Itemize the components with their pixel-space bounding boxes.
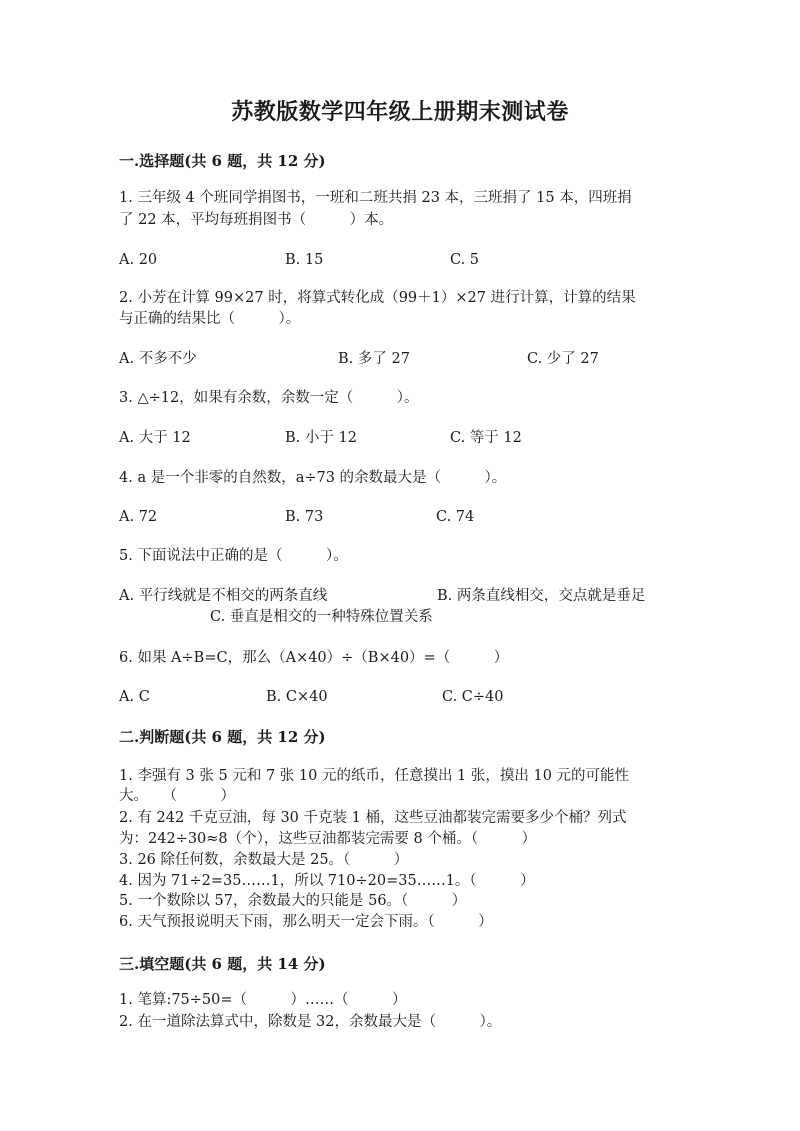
section-heading-judge: 二.判断题(共 6 题，共 12 分) bbox=[119, 728, 326, 746]
judge-line: 为：242÷30≈8（个），这些豆油都装完需要 8 个桶。（ ） bbox=[119, 831, 537, 847]
option-a: A. 大于 12 bbox=[119, 430, 191, 446]
option-b: B. 15 bbox=[285, 252, 324, 268]
question-text: 4. a 是一个非零的自然数，a÷73 的余数最大是（ ）。 bbox=[119, 470, 507, 486]
question-text: 与正确的结果比（ ）。 bbox=[119, 311, 301, 327]
option-b: B. 两条直线相交，交点就是垂足 bbox=[437, 588, 646, 604]
section-heading-choice: 一.选择题(共 6 题，共 12 分) bbox=[119, 152, 326, 170]
option-a: A. C bbox=[119, 689, 150, 705]
judge-line: 6. 天气预报说明天下雨，那么明天一定会下雨。（ ） bbox=[119, 914, 493, 930]
option-c: C. 74 bbox=[436, 509, 475, 525]
option-b: B. C×40 bbox=[266, 689, 328, 705]
option-c: C. C÷40 bbox=[442, 689, 504, 705]
question-text: 1. 三年级 4 个班同学捐图书，一班和二班共捐 23 本，三班捐了 15 本，四班捐 bbox=[119, 190, 632, 206]
option-a: A. 平行线就是不相交的两条直线 bbox=[119, 588, 328, 604]
option-a: A. 20 bbox=[119, 252, 158, 268]
section-heading-fill: 三.填空题(共 6 题，共 14 分) bbox=[119, 955, 326, 973]
option-a: A. 72 bbox=[119, 509, 158, 525]
question-text: 了 22 本，平均每班捐图书（ ）本。 bbox=[119, 212, 394, 228]
fill-line: 2. 在一道除法算式中，除数是 32，余数最大是（ ）。 bbox=[119, 1014, 502, 1030]
question-text: 6. 如果 A÷B=C，那么（A×40）÷（B×40）=（ ） bbox=[119, 650, 509, 666]
judge-line: 大。 （ ） bbox=[119, 788, 235, 804]
judge-line: 4. 因为 71÷2=35……1，所以 710÷20=35……1。（ ） bbox=[119, 873, 535, 889]
option-b: B. 多了 27 bbox=[338, 351, 410, 367]
question-text: 2. 小芳在计算 99×27 时，将算式转化成（99＋1）×27 进行计算，计算的结果 bbox=[119, 290, 636, 306]
judge-line: 1. 李强有 3 张 5 元和 7 张 10 元的纸币，任意摸出 1 张，摸出 10 元的可能性 bbox=[119, 768, 630, 784]
question-text: 5. 下面说法中正确的是（ ）。 bbox=[119, 548, 348, 564]
option-b: B. 73 bbox=[285, 509, 324, 525]
judge-line: 5. 一个数除以 57，余数最大的只能是 56。（ ） bbox=[119, 893, 467, 909]
page-title: 苏教版数学四年级上册期末测试卷 bbox=[231, 99, 569, 125]
option-c: C. 5 bbox=[450, 252, 480, 268]
option-c: C. 等于 12 bbox=[450, 430, 522, 446]
fill-line: 1. 笔算:75÷50=（ ）……（ ） bbox=[119, 992, 407, 1008]
judge-line: 3. 26 除任何数，余数最大是 25。（ ） bbox=[119, 852, 409, 868]
judge-line: 2. 有 242 千克豆油，每 30 千克装 1 桶，这些豆油都装完需要多少个桶？列式 bbox=[119, 810, 627, 826]
option-a: A. 不多不少 bbox=[119, 351, 197, 367]
question-text: 3. △÷12，如果有余数，余数一定（ ）。 bbox=[119, 390, 419, 406]
option-c: C. 少了 27 bbox=[527, 351, 599, 367]
option-c: C. 垂直是相交的一种特殊位置关系 bbox=[210, 609, 433, 625]
option-b: B. 小于 12 bbox=[285, 430, 357, 446]
